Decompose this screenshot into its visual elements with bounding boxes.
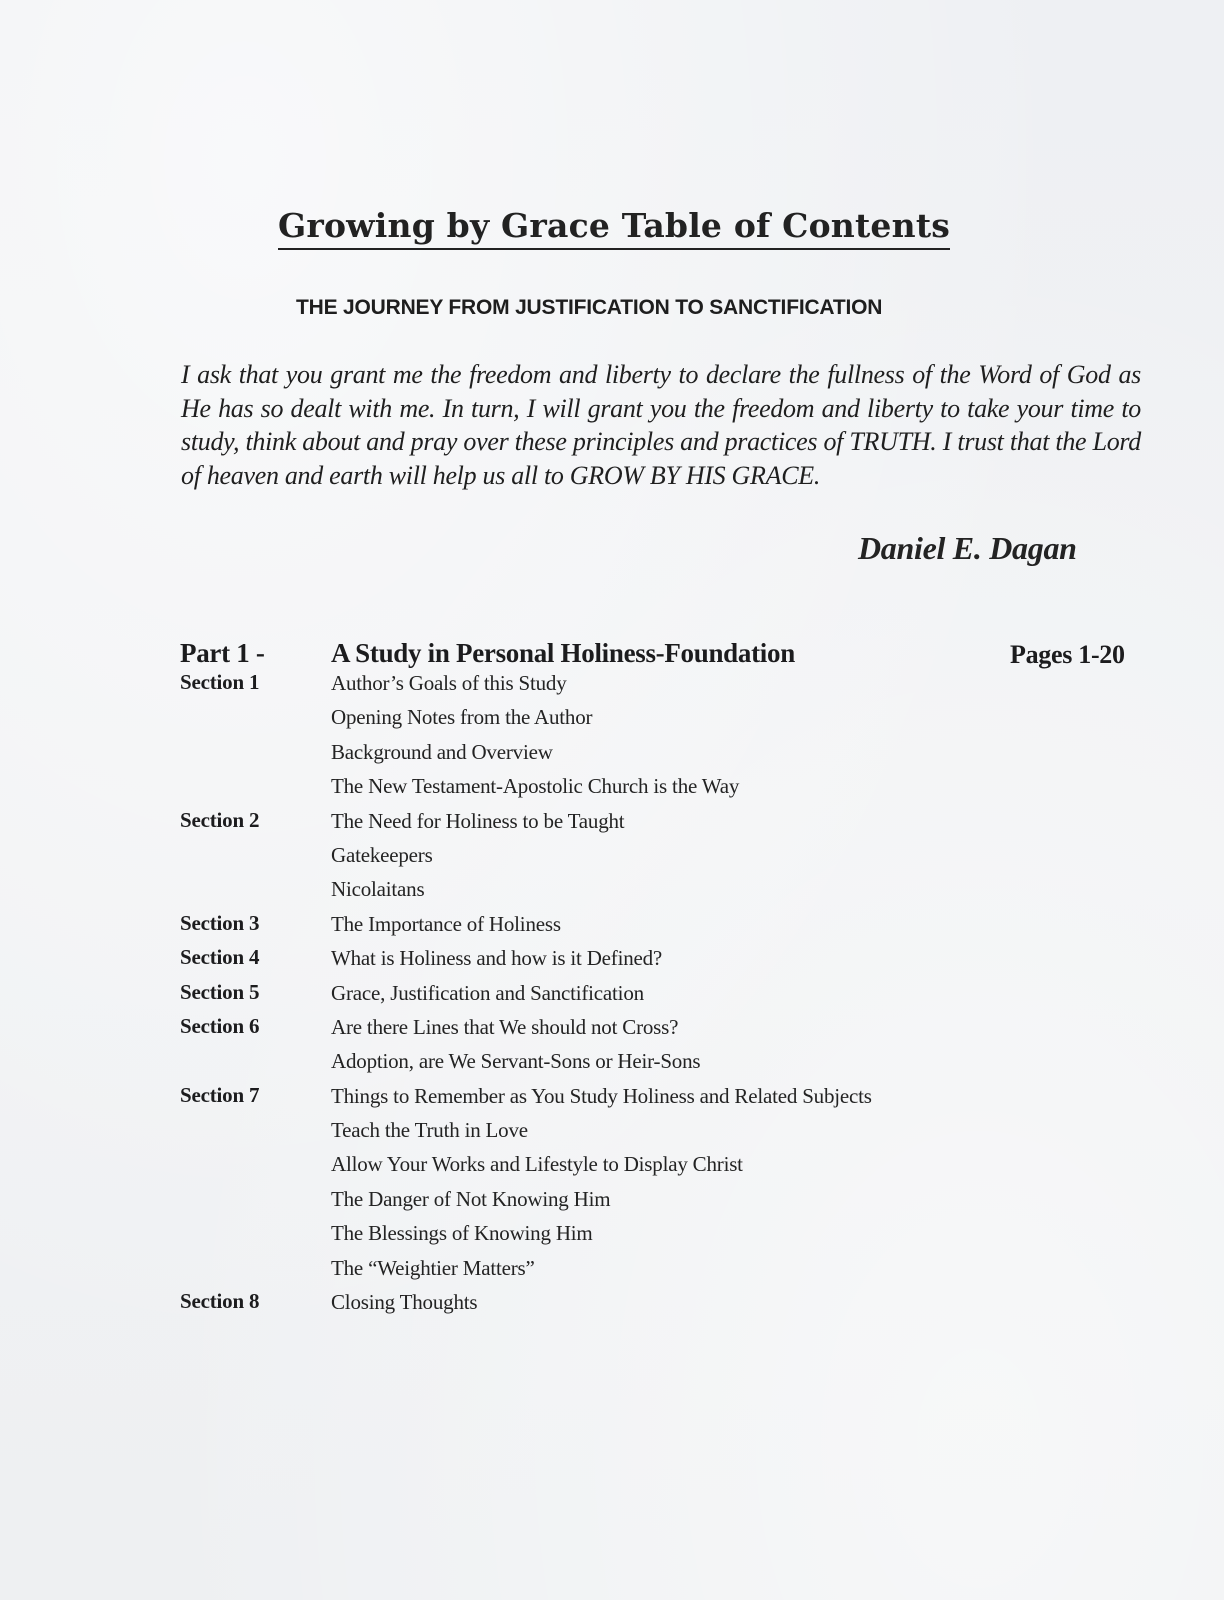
toc-entry bbox=[180, 842, 1140, 876]
entry-title: The Blessings of Knowing Him bbox=[331, 1221, 593, 1246]
entry-title: Things to Remember as You Study Holiness and Related Subjects bbox=[331, 1083, 872, 1108]
toc-entry bbox=[180, 1083, 1140, 1117]
entry-title: Nicolaitans bbox=[331, 877, 425, 902]
section-label: Section 5 bbox=[180, 979, 260, 1004]
entry-title: The Need for Holiness to be Taught bbox=[331, 808, 625, 833]
toc-entry bbox=[180, 1220, 1140, 1254]
toc-entry bbox=[180, 911, 1140, 945]
author-signature: Daniel E. Dagan bbox=[858, 530, 1077, 566]
toc-entry bbox=[180, 1289, 1140, 1323]
entry-title: The “Weightier Matters” bbox=[331, 1255, 535, 1280]
part-pages: Pages 1-20 bbox=[1010, 640, 1125, 669]
entry-title: Allow Your Works and Lifestyle to Display Christ bbox=[331, 1152, 743, 1177]
page-title: Growing by Grace Table of Contents bbox=[278, 204, 950, 250]
section-label: Section 2 bbox=[180, 807, 260, 832]
entry-title: Author’s Goals of this Study bbox=[331, 671, 567, 695]
toc-entry bbox=[180, 739, 1140, 773]
entry-title: Grace, Justification and Sanctification bbox=[331, 980, 644, 1005]
section-label: Section 4 bbox=[180, 945, 260, 970]
section-label: Section 8 bbox=[180, 1289, 260, 1314]
entry-title: Background and Overview bbox=[331, 739, 553, 764]
toc-entry bbox=[180, 704, 1140, 738]
part-label: Part 1 - bbox=[180, 638, 265, 668]
entry-title: The Danger of Not Knowing Him bbox=[331, 1186, 611, 1211]
entry-title: Are there Lines that We should not Cross? bbox=[331, 1014, 679, 1039]
toc-entry bbox=[180, 1186, 1140, 1220]
toc-entry bbox=[180, 1151, 1140, 1185]
section-label: Section 6 bbox=[180, 1013, 260, 1038]
entry-title: What is Holiness and how is it Defined? bbox=[331, 946, 663, 971]
section-label: Section 1 bbox=[180, 670, 260, 694]
entry-title: Gatekeepers bbox=[331, 842, 433, 867]
table-of-contents bbox=[180, 638, 1140, 1323]
entry-title: Adoption, are We Servant-Sons or Heir-Sons bbox=[331, 1049, 701, 1074]
entry-title: Opening Notes from the Author bbox=[331, 705, 593, 730]
entry-title: The Importance of Holiness bbox=[331, 911, 561, 936]
toc-entry bbox=[180, 1255, 1140, 1289]
page-subtitle: THE JOURNEY FROM JUSTIFICATION TO SANCTIFICATION bbox=[296, 296, 883, 319]
toc-entry bbox=[180, 1117, 1140, 1151]
toc-entry bbox=[180, 1014, 1140, 1048]
toc-entry bbox=[180, 945, 1140, 979]
section-label: Section 3 bbox=[180, 910, 260, 935]
part-title: A Study in Personal Holiness-Foundation bbox=[331, 638, 795, 668]
toc-entry bbox=[180, 1048, 1140, 1082]
entry-title: Closing Thoughts bbox=[331, 1290, 478, 1315]
toc-entry bbox=[180, 808, 1140, 842]
author-quote: I ask that you grant me the freedom and liberty to declare the fullness of the Word of God as He has so dealt with me. In turn, I will grant you the freedom and liberty to take your time to study, think about and pray over these principles and practices of TRUTH. I trust that the Lord of heaven and earth will help us all to GROW BY HIS GRACE. bbox=[181, 360, 1141, 490]
entry-title: The New Testament-Apostolic Church is the Way bbox=[331, 774, 740, 799]
toc-entry bbox=[180, 876, 1140, 910]
toc-entry bbox=[180, 670, 1140, 704]
toc-entries bbox=[180, 670, 1140, 1323]
entry-title: Teach the Truth in Love bbox=[331, 1118, 528, 1143]
toc-entry bbox=[180, 773, 1140, 807]
section-label: Section 7 bbox=[180, 1082, 260, 1107]
toc-entry bbox=[180, 980, 1140, 1014]
part-heading bbox=[180, 638, 1140, 672]
